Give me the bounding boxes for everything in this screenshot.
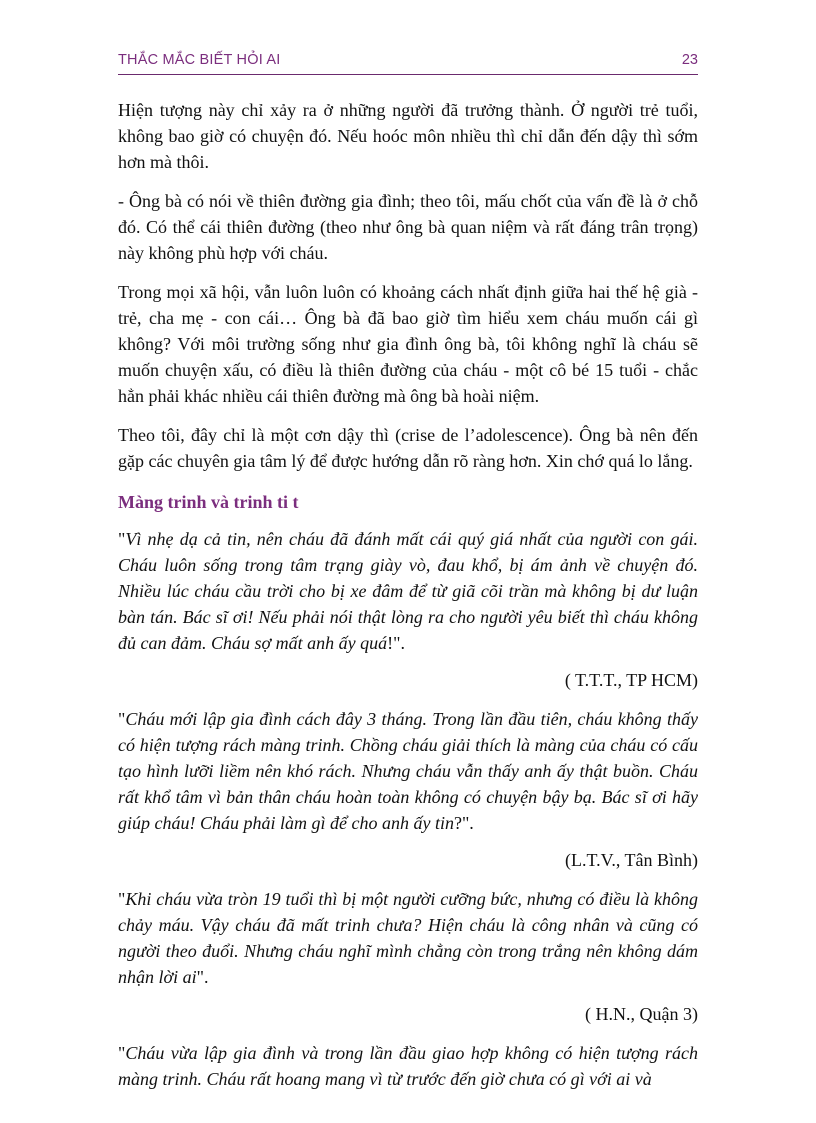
letter-signature: ( H.N., Quận 3) xyxy=(585,1004,698,1024)
page-body xyxy=(118,97,698,1092)
reader-letter xyxy=(118,1040,698,1092)
letter-text: Cháu mới lập gia đình cách đây 3 tháng. Trong lần đầu tiên, cháu không thấy có hiện tượng rách màng trinh. Chồng cháu giải thích là màng của cháu có cấu tạo hình lưỡi liềm nên khó rách. Nhưng cháu vẫn thấy anh ấy thật buồn. Cháu rất khổ tâm vì bản thân cháu hoàn toàn không có chuyện bậy bạ. Bác sĩ ơi hãy giúp cháu! Cháu phải làm gì để cho anh ấy tin xyxy=(118,709,698,833)
letter-text: Khi cháu vừa tròn 19 tuổi thì bị một người cưỡng bức, nhưng có điều là không chảy máu. Vậy cháu đã mất trinh chưa? Hiện cháu là công nhân và cũng có người theo đuổi. Nhưng cháu nghĩ mình chẳng còn trong trắng nên không dám nhận lời ai xyxy=(118,889,698,987)
quote-close: !". xyxy=(387,633,405,653)
letter-text: Vì nhẹ dạ cả tin, nên cháu đã đánh mất cái quý giá nhất của người con gái. Cháu luôn sống trong tâm trạng giày vò, đau khổ, bị ám ảnh về chuyện đó. Nhiều lúc cháu cầu trời cho bị xe đâm để từ giã cõi trần mà không bị dư luận bàn tán. Bác sĩ ơi! Nếu phải nói thật lòng ra cho người yêu biết thì cháu không đủ can đảm. Cháu sợ mất anh ấy quá xyxy=(118,529,698,653)
reader-letter xyxy=(118,526,698,656)
reader-letter xyxy=(118,886,698,990)
page-number: 23 xyxy=(681,52,698,68)
reader-letter xyxy=(118,706,698,836)
paragraph: Theo tôi, đây chỉ là một cơn dậy thì (crise de l’adolescence). Ông bà nên đến gặp các chuyên gia tâm lý để được hướng dẫn rõ ràng hơn. Xin chớ quá lo lắng. xyxy=(118,425,698,471)
quote-close: ?". xyxy=(453,813,474,833)
letter-text: Cháu vừa lập gia đình và trong lần đầu giao hợp không có hiện tượng rách màng trinh. Cháu rất hoang mang vì từ trước đến giờ chưa có gì với ai và xyxy=(118,1043,698,1089)
letter-signature: (L.T.V., Tân Bình) xyxy=(565,850,698,870)
section-heading: Màng trinh và trinh ti t xyxy=(118,492,299,512)
letter-signature: ( T.T.T., TP HCM) xyxy=(564,670,698,690)
running-header xyxy=(118,50,698,75)
paragraph: Hiện tượng này chỉ xảy ra ở những người đã trưởng thành. Ở người trẻ tuổi, không bao giờ có chuyện đó. Nếu hoóc môn nhiều thì chỉ dẫn đến dậy thì sớm hơn mà thôi. xyxy=(118,100,698,172)
quote-close: ". xyxy=(196,967,209,987)
header-title: THẮC MẮC BIẾT HỎI AI xyxy=(118,52,281,68)
paragraph: Trong mọi xã hội, vẫn luôn luôn có khoảng cách nhất định giữa hai thế hệ già - trẻ, cha mẹ - con cái… Ông bà đã bao giờ tìm hiểu xem cháu muốn cái gì không? Với môi trường sống như gia đình ông bà, tôi không nghĩ là cháu sẽ muốn chuyện xấu, có điều là thiên đường của cháu - một cô bé 15 tuổi - chắc hẳn phải khác nhiều cái thiên đường mà ông bà hoài niệm. xyxy=(118,282,698,406)
quote-open: " xyxy=(118,889,126,909)
paragraph: - Ông bà có nói về thiên đường gia đình; theo tôi, mấu chốt của vấn đề là ở chỗ đó. Có thể cái thiên đường (theo như ông bà quan niệm và rất đáng trân trọng) này không phù hợp với cháu. xyxy=(118,191,698,263)
quote-open: " xyxy=(118,529,126,549)
quote-open: " xyxy=(118,709,126,729)
quote-open: " xyxy=(118,1043,126,1063)
